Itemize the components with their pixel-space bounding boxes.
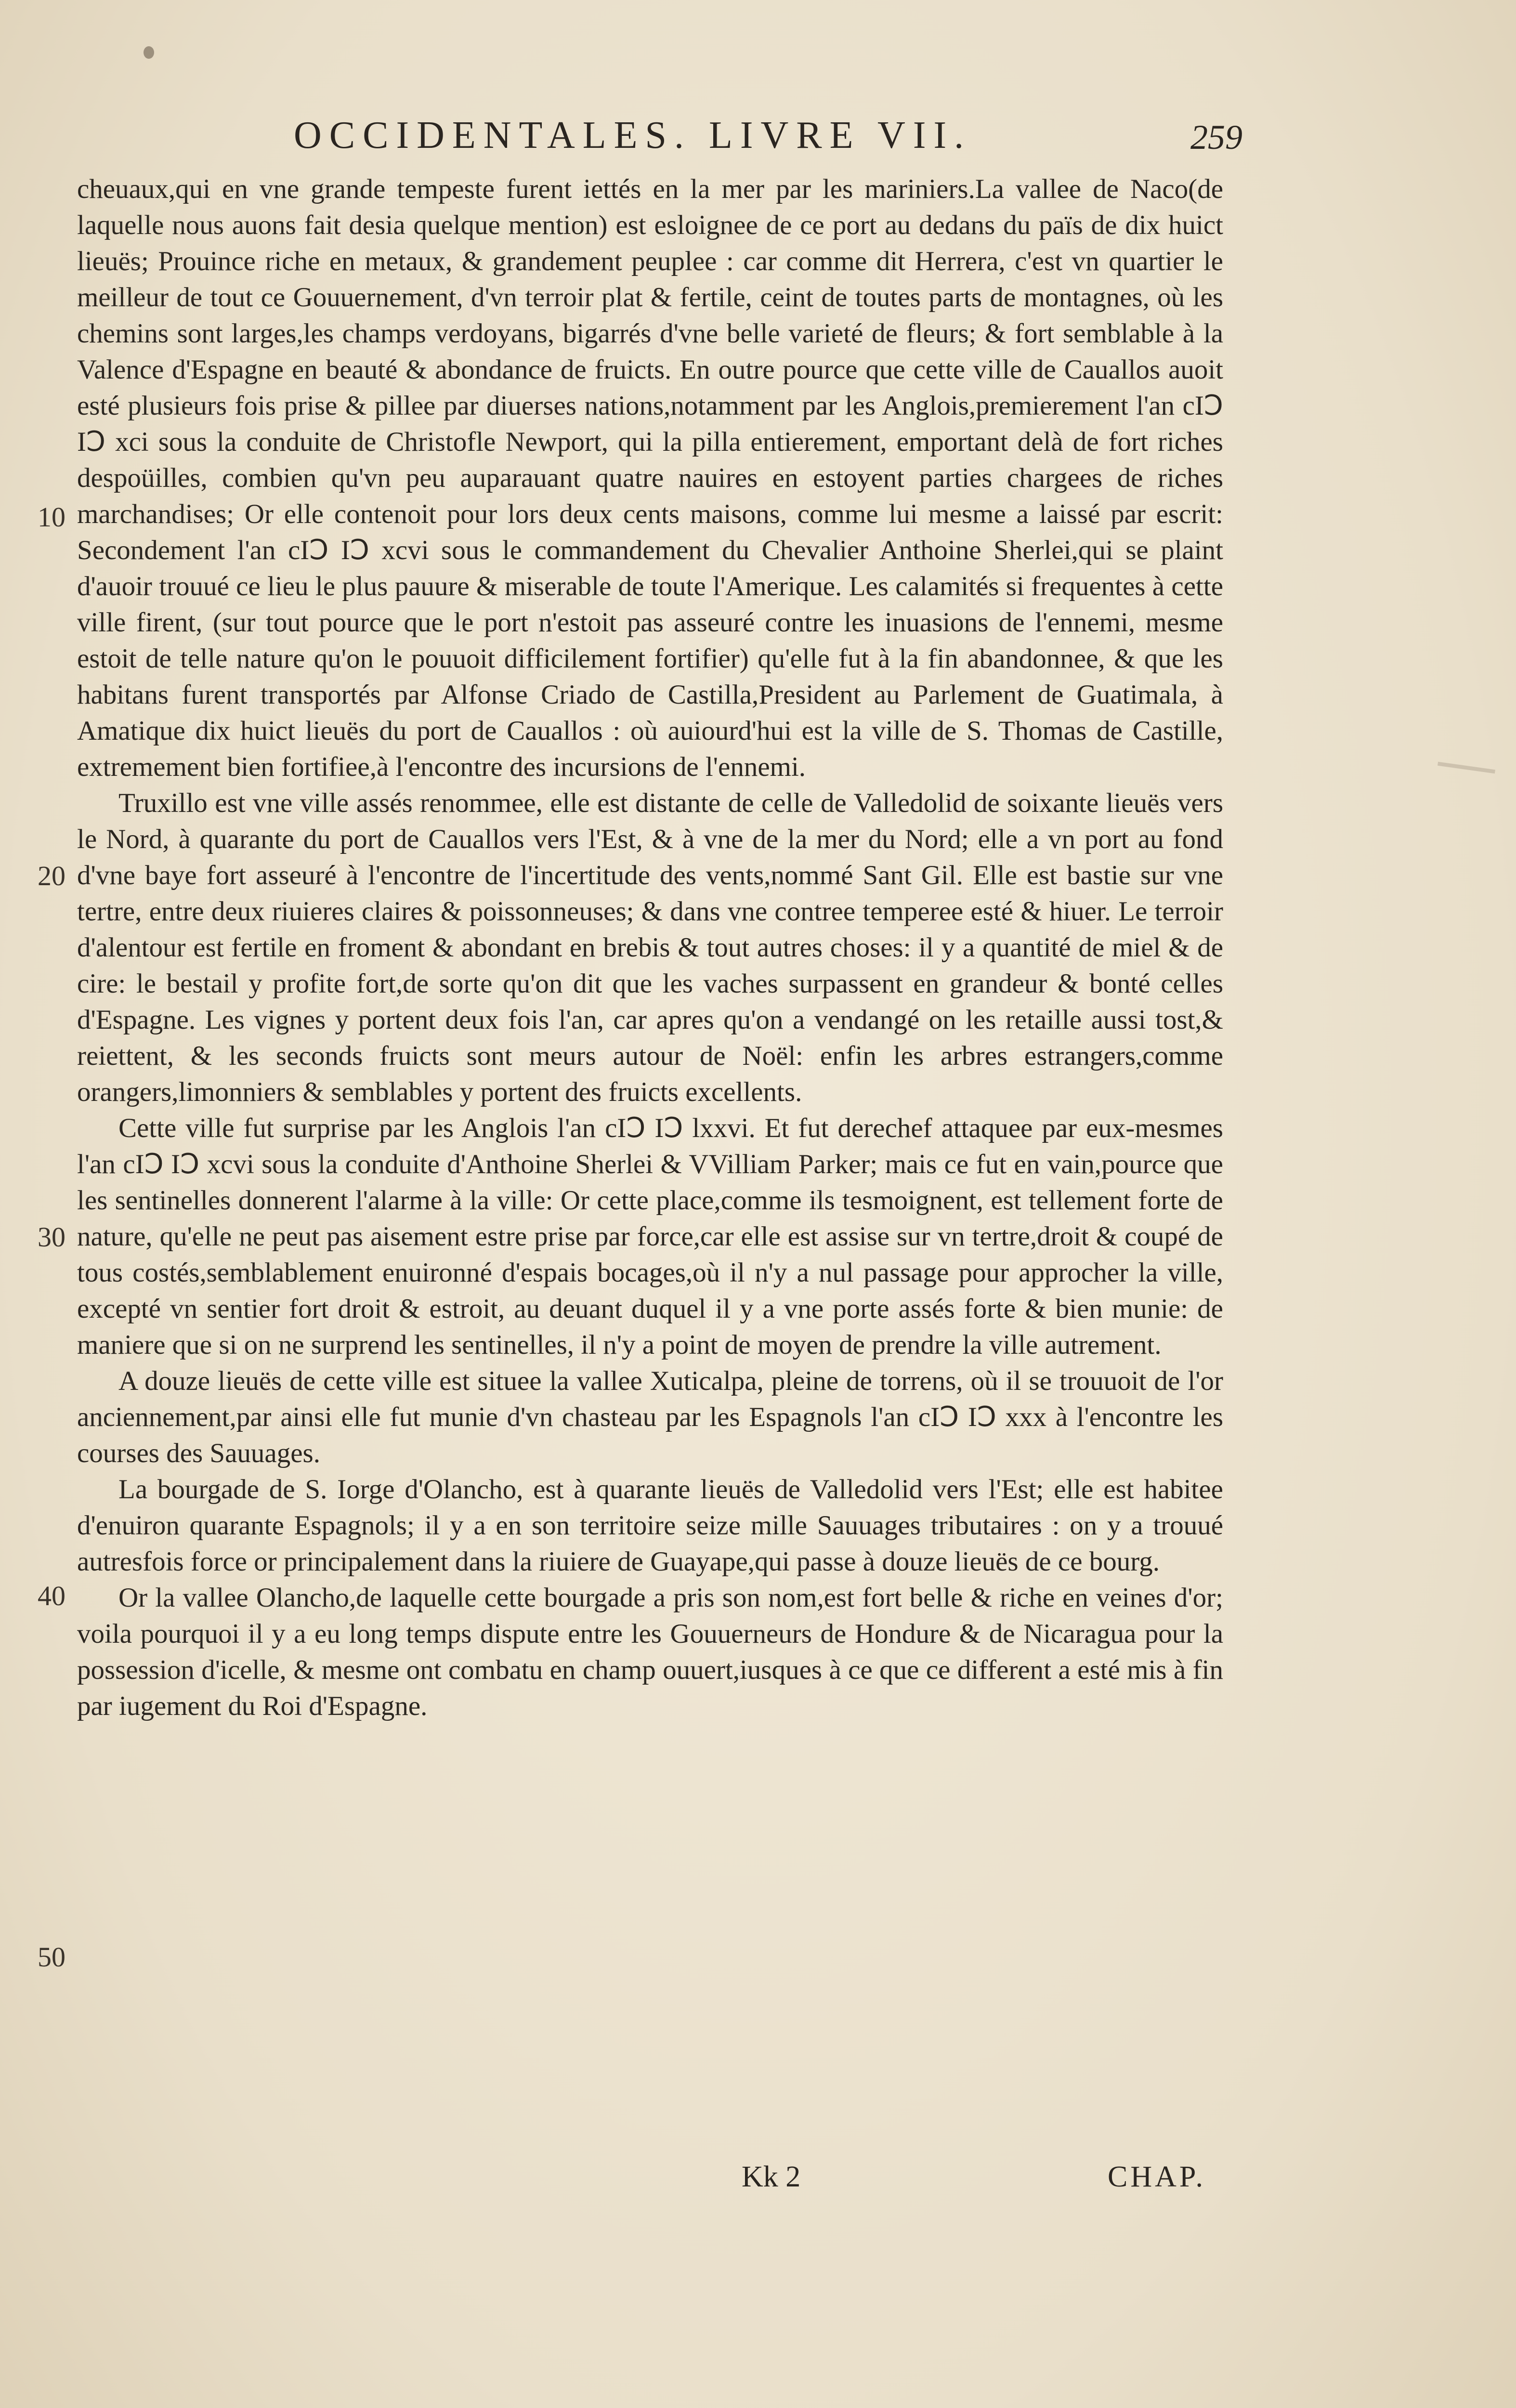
page-number: 259 <box>1190 118 1242 157</box>
margin-smudge <box>1438 762 1495 774</box>
paragraph: Or la vallee Olancho,de laquelle cette bourgade a pris son nom,est fort belle & riche en veines d'or; voila pourquoi il y a eu long temps dispute entre les Gouuerneurs de Hondure & de Nicaragua pour la possession d'icelle, & mesme ont combatu en champ ouuert,iusques à ce que ce different a esté mis à fin par iugement du Roi d'Espagne. <box>77 1583 1223 1721</box>
paragraph: Cette ville fut surprise par les Anglois l'an cIↃ IↃ lxxvi. Et fut derechef attaquee par eux-mesmes l'an cIↃ IↃ xcvi sous la conduite d'Anthoine Sherlei & VVilliam Parker; mais ce fut en vain,pource que les sentinelles donnerent l'alarme à la ville: Or cette place,comme ils tesmoignent, est tellement forte de nature, qu'elle ne peut pas aisement estre prise par force,car elle est assise sur vn tertre,droit & coupé de tous costés,semblablement enuironné d'espais bocages,où il n'y a nul passage pour approcher la ville, excepté vn sentier fort droit & estroit, au deuant duquel il y a vne porte assés forte & bien munie: de maniere que si on ne surprend les sentinelles, il n'y a point de moyen de prendre la ville autrement. <box>77 1113 1223 1360</box>
page-header <box>77 114 1242 176</box>
margin-line-number: 30 <box>38 1221 65 1253</box>
ink-blot <box>144 46 154 59</box>
catchword: CHAP. <box>1108 2160 1206 2193</box>
paragraph: A douze lieuës de cette ville est situee la vallee Xuticalpa, pleine de torrens, où il se trouuoit de l'or anciennement,par ainsi elle fut munie d'vn chasteau par les Espagnols l'an cIↃ IↃ xxx à l'encontre les courses des Sauuages. <box>77 1366 1223 1468</box>
margin-line-number: 40 <box>38 1580 65 1611</box>
margin-line-number: 20 <box>38 860 65 891</box>
paragraph: Truxillo est vne ville assés renommee, elle est distante de celle de Valledolid de soixante lieuës vers le Nord, à quarante du port de Cauallos vers l'Est, & à vne de la mer du Nord; elle a vn port au fond d'vne baye fort asseuré à l'encontre de l'incertitude des vents,nommé Sant Gil. Elle est bastie sur vne tertre, entre deux riuieres claires & poissonneuses; & dans vne contree temperee esté & hiuer. Le terroir d'alentour est fertile en froment & abondant en brebis & tout autres choses: il y a quantité de miel & de cire: le bestail y profite fort,de sorte qu'on dit que les vaches surpassent en grandeur & bonté celles d'Espagne. Les vignes y portent deux fois l'an, car apres qu'on a vendangé on les retaille aussi tost,& reiettent, & les seconds fruicts sont meurs autour de Noël: enfin les arbres estrangers,comme orangers,limonniers & semblables y portent des fruicts excellents. <box>77 788 1223 1107</box>
signature-mark: Kk 2 <box>742 2160 801 2193</box>
margin-line-number: 10 <box>38 501 65 533</box>
paragraph: cheuaux,qui en vne grande tempeste furent iettés en la mer par les mariniers.La vallee de Naco(de laquelle nous auons fait desia quelque mention) est esloignee de ce port au dedans du païs de dix huict lieuës; Prouince riche en metaux, & grandement peuplee : car comme dit Herrera, c'est vn quartier le meilleur de tout ce Gouuernement, d'vn terroir plat & fertile, ceint de toutes parts de montagnes, où les chemins sont larges,les champs verdoyans, bigarrés d'vne belle varieté de fleurs; & fort semblable à la Valence d'Espagne en beauté & abondance de fruicts. En outre pource que cette ville de Cauallos auoit esté plusieurs fois prise & pillee par diuerses nations,notamment par les Anglois,premierement l'an cIↃ IↃ xci sous la conduite de Christofle Newport, qui la pilla entierement, emportant delà de fort riches despoüilles, combien qu'vn peu auparauant quatre nauires en estoyent parties chargees de riches marchandises; Or elle contenoit pour lors deux cents maisons, comme lui mesme a laissé par escrit: Secondement l'an cIↃ IↃ xcvi sous le commandement du Chevalier Anthoine Sherlei,qui se plaint d'auoir trouué ce lieu le plus pauure & miserable de toute l'Amerique. Les calamités si frequentes à cette ville firent, (sur tout pource que le port n'estoit pas asseuré contre les inuasions de l'ennemi, mesme estoit de telle nature qu'on le pouuoit difficilement fortifier) qu'elle fut à la fin abandonnee, & que les habitans furent transportés par Alfonse Criado de Castilla,President au Parlement de Guatimala, à Amatique dix huict lieuës du port de Cauallos : où auiourd'hui est la ville de S. Thomas de Castille, extremement bien fortifiee,à l'encontre des incursions de l'ennemi. <box>77 174 1223 782</box>
body-text <box>77 171 1223 1724</box>
running-title: OCCIDENTALES. LIVRE VII. <box>294 114 972 157</box>
margin-line-number: 50 <box>38 1941 65 1973</box>
paragraph: La bourgade de S. Iorge d'Olancho, est à quarante lieuës de Valledolid vers l'Est; elle est habitee d'enuiron quarante Espagnols; il y a en son territoire seize mille Sauuages tributaires : on y a trouué autresfois force or principalement dans la riuiere de Guayape,qui passe à douze lieuës de ce bourg. <box>77 1474 1223 1577</box>
